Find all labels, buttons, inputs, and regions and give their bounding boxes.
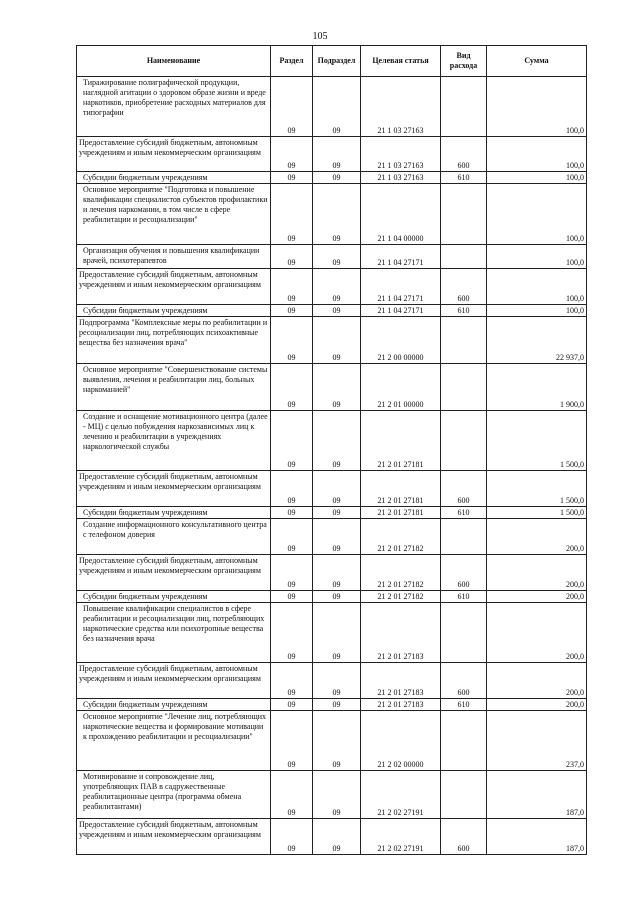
row-name-cell: Предоставление субсидий бюджетным, автономным учреждениям и иным некоммерческим организациям	[77, 269, 271, 305]
table-row	[77, 771, 587, 819]
row-name-cell: Создание и оснащение мотивационного центра (далее - МЦ) с целью побуждения наркозависимых лиц к лечению и реабилитации в учреждениях наркологической службы	[77, 411, 271, 471]
row-target-cell: 21 2 01 27183	[361, 699, 441, 711]
budget-table	[76, 45, 587, 855]
row-type-cell	[441, 411, 487, 471]
table-row	[77, 471, 587, 507]
row-subsection-cell: 09	[313, 137, 361, 172]
row-target-cell: 21 2 00 00000	[361, 317, 441, 364]
row-sum-cell: 100,0	[487, 269, 587, 305]
row-section-cell: 09	[271, 507, 313, 519]
table-row	[77, 603, 587, 663]
header-name: Наименование	[77, 46, 271, 77]
row-target-cell: 21 2 02 00000	[361, 711, 441, 771]
row-subsection-cell: 09	[313, 245, 361, 269]
row-subsection-cell: 09	[313, 305, 361, 317]
row-subsection-cell: 09	[313, 364, 361, 411]
table-row	[77, 137, 587, 172]
table-row	[77, 519, 587, 555]
table-row	[77, 555, 587, 591]
row-type-cell	[441, 771, 487, 819]
row-sum-cell: 1 900,0	[487, 364, 587, 411]
row-name-cell: Субсидии бюджетным учреждениям	[77, 305, 271, 317]
row-type-cell	[441, 519, 487, 555]
row-name-cell: Организация обучения и повышения квалификации врачей, психотерапевтов	[77, 245, 271, 269]
row-type-cell: 600	[441, 269, 487, 305]
row-target-cell: 21 2 01 27181	[361, 507, 441, 519]
row-sum-cell: 22 937,0	[487, 317, 587, 364]
row-section-cell: 09	[271, 269, 313, 305]
row-name-cell: Основное мероприятие "Лечение лиц, потребляющих наркотические вещества и формирование мотивации к прохождению реабилитации и ресоциализации"	[77, 711, 271, 771]
row-subsection-cell: 09	[313, 711, 361, 771]
row-section-cell: 09	[271, 771, 313, 819]
row-section-cell: 09	[271, 519, 313, 555]
row-target-cell: 21 2 02 27191	[361, 819, 441, 855]
row-section-cell: 09	[271, 364, 313, 411]
table-row	[77, 591, 587, 603]
row-target-cell: 21 1 03 27163	[361, 137, 441, 172]
row-sum-cell: 187,0	[487, 771, 587, 819]
table-row	[77, 711, 587, 771]
row-subsection-cell: 09	[313, 819, 361, 855]
row-sum-cell: 200,0	[487, 603, 587, 663]
row-sum-cell: 100,0	[487, 184, 587, 245]
row-type-cell: 600	[441, 471, 487, 507]
row-type-cell: 600	[441, 137, 487, 172]
row-sum-cell: 1 500,0	[487, 471, 587, 507]
row-type-cell: 610	[441, 591, 487, 603]
row-subsection-cell: 09	[313, 699, 361, 711]
header-section: Раздел	[271, 46, 313, 77]
row-name-cell: Субсидии бюджетным учреждениям	[77, 699, 271, 711]
row-name-cell: Субсидии бюджетным учреждениям	[77, 507, 271, 519]
row-type-cell	[441, 711, 487, 771]
row-name-cell: Повышение квалификации специалистов в сфере реабилитации и ресоциализации лиц, потребляющих наркотические средства или психотропные вещества без назначения врача	[77, 603, 271, 663]
row-target-cell: 21 2 01 27182	[361, 591, 441, 603]
row-section-cell: 09	[271, 77, 313, 137]
row-subsection-cell: 09	[313, 317, 361, 364]
row-target-cell: 21 2 01 27181	[361, 411, 441, 471]
header-type: Вид расхода	[441, 46, 487, 77]
row-name-cell: Тиражирование полиграфической продукции, наглядной агитации о здоровом образе жизни и вреде наркотиков, приобретение расходных материалов для типографии	[77, 77, 271, 137]
row-sum-cell: 1 500,0	[487, 507, 587, 519]
row-sum-cell: 100,0	[487, 137, 587, 172]
row-name-cell: Предоставление субсидий бюджетным, автономным учреждениям и иным некоммерческим организациям	[77, 471, 271, 507]
row-type-cell	[441, 317, 487, 364]
row-type-cell: 610	[441, 305, 487, 317]
row-subsection-cell: 09	[313, 555, 361, 591]
row-name-cell: Предоставление субсидий бюджетным, автономным учреждениям и иным некоммерческим организациям	[77, 663, 271, 699]
row-section-cell: 09	[271, 317, 313, 364]
row-target-cell: 21 2 01 27182	[361, 519, 441, 555]
table-row	[77, 364, 587, 411]
row-type-cell	[441, 603, 487, 663]
row-name-cell: Мотивирование и сопровождение лиц, употребляющих ПАВ в садружественные реабилитационные центра (программа обмена реабилитантами)	[77, 771, 271, 819]
row-section-cell: 09	[271, 305, 313, 317]
row-sum-cell: 200,0	[487, 555, 587, 591]
header-subsection: Подраздел	[313, 46, 361, 77]
row-section-cell: 09	[271, 245, 313, 269]
row-subsection-cell: 09	[313, 663, 361, 699]
row-name-cell: Основное мероприятие "Совершенствование системы выявления, лечения и реабилитации лиц, больных наркоманией"	[77, 364, 271, 411]
row-section-cell: 09	[271, 663, 313, 699]
page-number: 105	[312, 31, 328, 42]
row-target-cell: 21 1 04 27171	[361, 305, 441, 317]
row-type-cell: 600	[441, 555, 487, 591]
table-row	[77, 172, 587, 184]
row-sum-cell: 237,0	[487, 711, 587, 771]
table-row	[77, 507, 587, 519]
row-target-cell: 21 1 04 00000	[361, 184, 441, 245]
row-section-cell: 09	[271, 184, 313, 245]
table-row	[77, 411, 587, 471]
header-target: Целевая статья	[361, 46, 441, 77]
row-name-cell: Субсидии бюджетным учреждениям	[77, 591, 271, 603]
row-subsection-cell: 09	[313, 184, 361, 245]
row-subsection-cell: 09	[313, 77, 361, 137]
table-row	[77, 184, 587, 245]
row-subsection-cell: 09	[313, 603, 361, 663]
row-section-cell: 09	[271, 172, 313, 184]
table-row	[77, 269, 587, 305]
row-name-cell: Подпрограмма "Комплексные меры по реабилитации и ресоциализации лиц, потребляющих психоактивные вещества без назначения врача"	[77, 317, 271, 364]
row-subsection-cell: 09	[313, 591, 361, 603]
row-name-cell: Субсидии бюджетным учреждениям	[77, 172, 271, 184]
table-row	[77, 245, 587, 269]
row-sum-cell: 200,0	[487, 699, 587, 711]
row-type-cell	[441, 364, 487, 411]
row-target-cell: 21 2 01 27183	[361, 603, 441, 663]
row-section-cell: 09	[271, 591, 313, 603]
row-name-cell: Основное мероприятие "Подготовка и повышение квалификации специалистов субъектов профилактики и лечения наркомании, в том числе в сфере реабилитации и ресоциализации"	[77, 184, 271, 245]
row-target-cell: 21 1 03 27163	[361, 172, 441, 184]
row-target-cell: 21 2 01 27183	[361, 663, 441, 699]
row-sum-cell: 200,0	[487, 519, 587, 555]
table-row	[77, 699, 587, 711]
row-subsection-cell: 09	[313, 172, 361, 184]
row-section-cell: 09	[271, 471, 313, 507]
row-type-cell: 600	[441, 819, 487, 855]
row-subsection-cell: 09	[313, 471, 361, 507]
row-sum-cell: 100,0	[487, 305, 587, 317]
table-row	[77, 77, 587, 137]
row-sum-cell: 100,0	[487, 77, 587, 137]
row-sum-cell: 200,0	[487, 663, 587, 699]
row-sum-cell: 187,0	[487, 819, 587, 855]
row-target-cell: 21 1 03 27163	[361, 77, 441, 137]
table-row	[77, 663, 587, 699]
row-type-cell: 610	[441, 507, 487, 519]
table-header-row	[77, 46, 587, 77]
row-target-cell: 21 2 01 00000	[361, 364, 441, 411]
row-target-cell: 21 2 02 27191	[361, 771, 441, 819]
table-row	[77, 305, 587, 317]
row-subsection-cell: 09	[313, 411, 361, 471]
row-sum-cell: 100,0	[487, 245, 587, 269]
row-target-cell: 21 2 01 27181	[361, 471, 441, 507]
header-sum: Сумма	[487, 46, 587, 77]
row-sum-cell: 1 500,0	[487, 411, 587, 471]
row-section-cell: 09	[271, 603, 313, 663]
row-subsection-cell: 09	[313, 519, 361, 555]
row-section-cell: 09	[271, 137, 313, 172]
row-target-cell: 21 2 01 27182	[361, 555, 441, 591]
table-row	[77, 819, 587, 855]
row-name-cell: Предоставление субсидий бюджетным, автономным учреждениям и иным некоммерческим организациям	[77, 819, 271, 855]
row-section-cell: 09	[271, 555, 313, 591]
row-subsection-cell: 09	[313, 771, 361, 819]
row-name-cell: Создание информационного консультативного центра с телефоном доверия	[77, 519, 271, 555]
row-sum-cell: 200,0	[487, 591, 587, 603]
row-target-cell: 21 1 04 27171	[361, 269, 441, 305]
row-target-cell: 21 1 04 27171	[361, 245, 441, 269]
row-type-cell	[441, 77, 487, 137]
row-type-cell: 610	[441, 699, 487, 711]
row-section-cell: 09	[271, 819, 313, 855]
row-subsection-cell: 09	[313, 269, 361, 305]
row-type-cell	[441, 245, 487, 269]
row-type-cell: 600	[441, 663, 487, 699]
row-name-cell: Предоставление субсидий бюджетным, автономным учреждениям и иным некоммерческим организациям	[77, 555, 271, 591]
row-type-cell	[441, 184, 487, 245]
table-row	[77, 317, 587, 364]
row-sum-cell: 100,0	[487, 172, 587, 184]
row-section-cell: 09	[271, 699, 313, 711]
row-type-cell: 610	[441, 172, 487, 184]
row-name-cell: Предоставление субсидий бюджетным, автономным учреждениям и иным некоммерческим организациям	[77, 137, 271, 172]
row-subsection-cell: 09	[313, 507, 361, 519]
row-section-cell: 09	[271, 411, 313, 471]
row-section-cell: 09	[271, 711, 313, 771]
